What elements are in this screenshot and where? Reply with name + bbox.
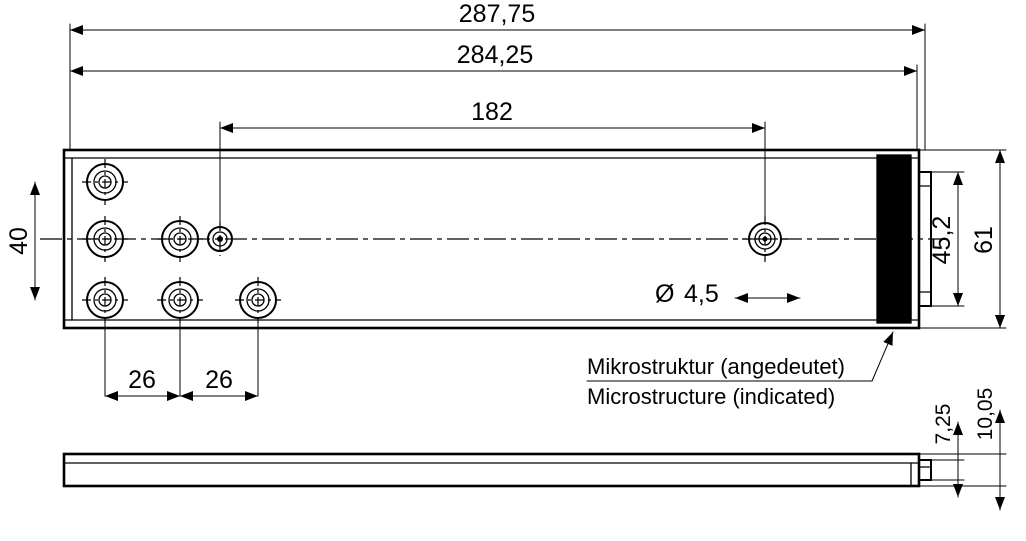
dimension-thickness-inner-label: 7,25 (932, 403, 955, 445)
hole-upper-left (82, 159, 128, 205)
dimension-body-length-label: 284,25 (456, 41, 534, 69)
hole-lower-left (82, 277, 128, 323)
dimension-overall-length-label: 287,75 (458, 0, 536, 28)
dimension-hole-spacing-1-label: 26 (128, 366, 156, 394)
microstructure-annotation (587, 332, 893, 409)
microstructure-annotation-de: Mikrostruktur (angedeutet) (587, 354, 845, 379)
dimension-hole-diameter (655, 280, 800, 308)
dimension-vertical-hole-spacing-label: 40 (5, 227, 33, 255)
dimension-thickness-outer-label: 10,05 (974, 387, 997, 441)
dimension-hole-spacing-2-label: 26 (205, 366, 233, 394)
dimension-hole-diameter-label: 4,5 (684, 280, 719, 308)
dimension-body-length (70, 41, 917, 150)
hole-reference-right (742, 216, 788, 262)
dimension-hole-pattern-length-label: 182 (471, 98, 513, 126)
dimension-height-inner-label: 45,2 (928, 215, 956, 265)
hole-group (82, 159, 788, 323)
microstructure-annotation-en: Microstructure (indicated) (587, 384, 836, 409)
dimension-height-inner (928, 172, 964, 306)
dimension-hole-spacing-group (105, 318, 258, 396)
dimension-vertical-hole-spacing (5, 182, 35, 300)
dimension-thickness-inner (931, 404, 964, 497)
dimension-height-total-label: 61 (970, 226, 998, 254)
hole-lower-third (235, 277, 281, 323)
dimension-hole-pattern-length (220, 98, 765, 228)
dimension-hole-diameter-symbol: Ø (655, 280, 675, 308)
side-view (64, 454, 931, 486)
hole-lower-second (157, 277, 203, 323)
